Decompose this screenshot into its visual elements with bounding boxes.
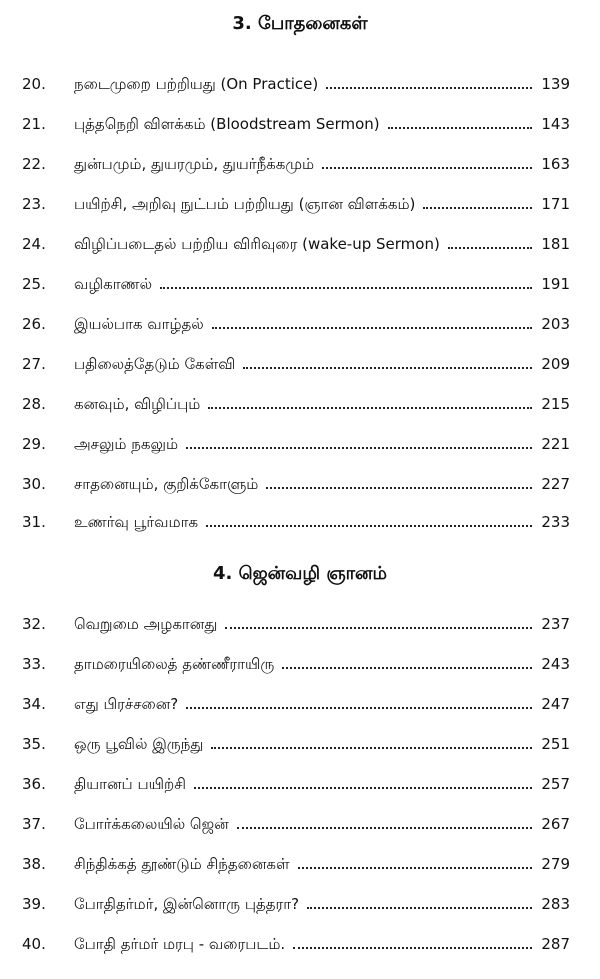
toc-entry bbox=[22, 884, 570, 914]
toc-entry bbox=[22, 684, 570, 714]
dotted-leader bbox=[448, 247, 532, 249]
toc-entry bbox=[22, 424, 570, 454]
entry-title: அசலும் நகலும் bbox=[74, 435, 179, 453]
entry-number: 29. bbox=[22, 435, 46, 453]
entry-page-number: 215 bbox=[541, 395, 570, 413]
entry-title: சாதனையும், குறிக்கோளும் bbox=[74, 475, 259, 493]
entry-title: பதிலைத்தேடும் கேள்வி bbox=[74, 355, 236, 373]
dotted-leader bbox=[322, 167, 532, 169]
dotted-leader bbox=[225, 627, 532, 629]
section-title-3: 3. போதனைகள் bbox=[232, 13, 368, 34]
entry-page-number: 247 bbox=[541, 695, 570, 713]
entry-title: சிந்திக்கத் தூண்டும் சிந்தனைகள் bbox=[74, 855, 290, 873]
entry-title: வழிகாணல் bbox=[74, 275, 153, 293]
entry-title: நடைமுறை பற்றியது (On Practice) bbox=[74, 75, 319, 93]
dotted-leader bbox=[293, 947, 532, 949]
entry-number: 32. bbox=[22, 615, 46, 633]
entry-title: விழிப்படைதல் பற்றிய விரிவுரை (wake-up Sermon) bbox=[74, 235, 440, 253]
entry-number: 34. bbox=[22, 695, 46, 713]
entry-page-number: 237 bbox=[541, 615, 570, 633]
entry-number: 23. bbox=[22, 195, 46, 213]
entry-number: 22. bbox=[22, 155, 46, 173]
dotted-leader bbox=[212, 327, 532, 329]
entry-page-number: 191 bbox=[541, 275, 570, 293]
toc-entry bbox=[22, 844, 570, 874]
entry-title: இயல்பாக வாழ்தல் bbox=[74, 315, 204, 333]
entry-page-number: 251 bbox=[541, 735, 570, 753]
toc-entry bbox=[22, 644, 570, 674]
dotted-leader bbox=[237, 827, 532, 829]
entry-page-number: 287 bbox=[541, 935, 570, 953]
toc-entry bbox=[22, 184, 570, 214]
entry-page-number: 139 bbox=[541, 75, 570, 93]
entry-title: எது பிரச்சனை? bbox=[74, 695, 179, 713]
dotted-leader bbox=[298, 867, 532, 869]
entry-page-number: 181 bbox=[541, 235, 570, 253]
toc-entry bbox=[22, 304, 570, 334]
dotted-leader bbox=[186, 447, 532, 449]
entry-title: பயிற்சி, அறிவு நுட்பம் பற்றியது (ஞான விளக்கம்) bbox=[74, 195, 416, 213]
entry-title: போர்க்கலையில் ஜென் bbox=[74, 815, 229, 833]
entry-page-number: 267 bbox=[541, 815, 570, 833]
entry-number: 33. bbox=[22, 655, 46, 673]
entry-page-number: 209 bbox=[541, 355, 570, 373]
entry-number: 36. bbox=[22, 775, 46, 793]
entry-title: தாமரையிலைத் தண்ணீராயிரு bbox=[74, 655, 275, 673]
entry-page-number: 283 bbox=[541, 895, 570, 913]
dotted-leader bbox=[206, 525, 532, 527]
entry-title: துன்பமும், துயரமும், துயர்நீக்கமும் bbox=[74, 155, 315, 173]
entry-number: 35. bbox=[22, 735, 46, 753]
toc-entry bbox=[22, 144, 570, 174]
dotted-leader bbox=[160, 287, 532, 289]
entry-page-number: 227 bbox=[541, 475, 570, 493]
toc-entry bbox=[22, 604, 570, 634]
entry-title: தியானப் பயிற்சி bbox=[74, 775, 186, 793]
entry-page-number: 233 bbox=[541, 513, 570, 531]
entry-page-number: 203 bbox=[541, 315, 570, 333]
toc-entry bbox=[22, 764, 570, 794]
entry-number: 40. bbox=[22, 935, 46, 953]
dotted-leader bbox=[208, 407, 532, 409]
dotted-leader bbox=[282, 667, 532, 669]
entry-title: போதிதர்மர், இன்னொரு புத்தரா? bbox=[74, 895, 300, 913]
entry-title: வெறுமை அழகானது bbox=[74, 615, 218, 633]
toc-entry bbox=[22, 924, 570, 954]
entry-title: உணர்வு பூர்வமாக bbox=[74, 513, 199, 531]
toc-entry bbox=[22, 502, 570, 532]
entry-number: 28. bbox=[22, 395, 46, 413]
entry-page-number: 143 bbox=[541, 115, 570, 133]
toc-entry bbox=[22, 64, 570, 94]
toc-entry bbox=[22, 384, 570, 414]
entry-page-number: 163 bbox=[541, 155, 570, 173]
entry-number: 20. bbox=[22, 75, 46, 93]
entry-number: 38. bbox=[22, 855, 46, 873]
toc-entry bbox=[22, 104, 570, 134]
entry-number: 25. bbox=[22, 275, 46, 293]
dotted-leader bbox=[388, 127, 532, 129]
entry-number: 31. bbox=[22, 513, 46, 531]
toc-entry bbox=[22, 344, 570, 374]
entry-page-number: 243 bbox=[541, 655, 570, 673]
toc-entry bbox=[22, 804, 570, 834]
entry-number: 24. bbox=[22, 235, 46, 253]
toc-entry bbox=[22, 224, 570, 254]
entry-number: 26. bbox=[22, 315, 46, 333]
entry-number: 30. bbox=[22, 475, 46, 493]
dotted-leader bbox=[326, 87, 532, 89]
entry-title: கனவும், விழிப்பும் bbox=[74, 395, 201, 413]
dotted-leader bbox=[211, 747, 532, 749]
toc-entry bbox=[22, 464, 570, 494]
section-title-4: 4. ஜென்வழி ஞானம் bbox=[213, 563, 387, 584]
entry-title: ஒரு பூவில் இருந்து bbox=[74, 735, 204, 753]
dotted-leader bbox=[423, 207, 532, 209]
dotted-leader bbox=[186, 707, 532, 709]
entry-page-number: 279 bbox=[541, 855, 570, 873]
dotted-leader bbox=[307, 907, 532, 909]
dotted-leader bbox=[194, 787, 532, 789]
dotted-leader bbox=[243, 367, 532, 369]
entry-number: 39. bbox=[22, 895, 46, 913]
entry-number: 27. bbox=[22, 355, 46, 373]
entry-page-number: 257 bbox=[541, 775, 570, 793]
toc-entry bbox=[22, 724, 570, 754]
entry-title: போதி தர்மர் மரபு - வரைபடம். bbox=[74, 935, 286, 953]
entry-page-number: 221 bbox=[541, 435, 570, 453]
entry-page-number: 171 bbox=[541, 195, 570, 213]
entry-title: புத்தநெறி விளக்கம் (Bloodstream Sermon) bbox=[74, 115, 380, 133]
entry-number: 21. bbox=[22, 115, 46, 133]
entry-number: 37. bbox=[22, 815, 46, 833]
toc-entry bbox=[22, 264, 570, 294]
dotted-leader bbox=[266, 487, 532, 489]
